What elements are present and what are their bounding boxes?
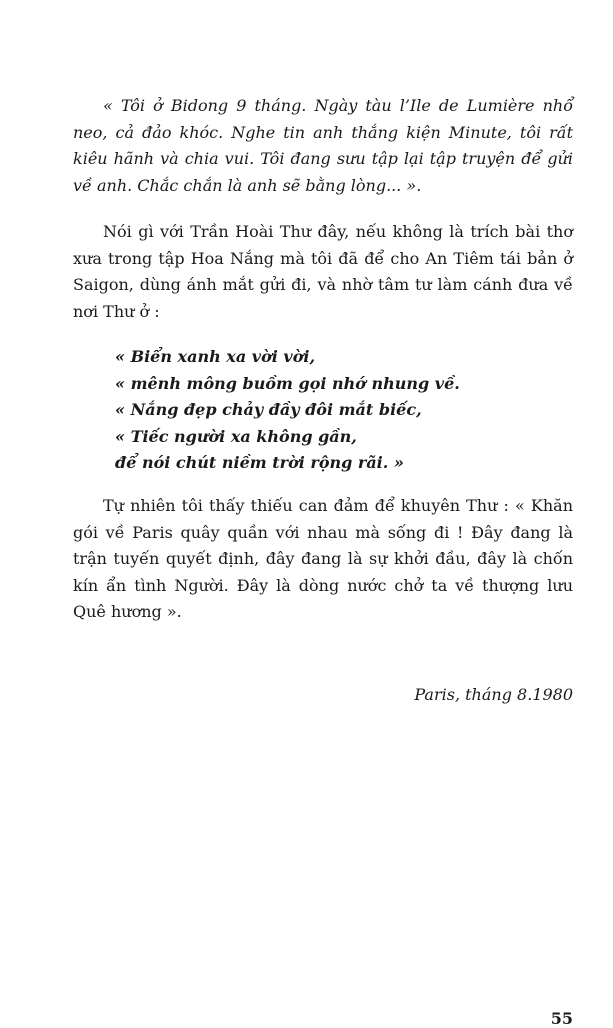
place-date-signoff: Paris, tháng 8.1980 — [414, 685, 573, 704]
poem-line-2: « mênh mông buồm gọi nhớ nhung về. — [115, 373, 460, 393]
poem-line-5: để nói chút niềm trời rộng rãi. » — [115, 453, 404, 472]
poem-line-4: « Tiếc người xa không gần, — [115, 426, 357, 446]
letter-quote-paragraph: « Tôi ở Bidong 9 tháng. Ngày tàu l’Ile de Lumière nhổ neo, cả đảo khóc. Nghe tin anh thắng kiện Minute, tôi rất kiêu hãnh và chia vui. Tôi đang sưu tập lại tập truyện để gửi về anh. Chắc chắn là anh sẽ bằng lòng... ». — [73, 96, 573, 195]
poem-line-1: « Biển xanh xa vời vời, — [115, 347, 316, 366]
closing-paragraph: Tự nhiên tôi thấy thiếu can đảm để khuyên Thư : « Khăn gói về Paris quây quần với nhau mà sống đi ! Đây đang là trận tuyến quyết định, đây đang là sự khởi đầu, đây là chốn kín ẩn tình Người. Đây là dòng nước chở ta về thượng lưu Quê hương ». — [73, 496, 573, 621]
poem-block — [115, 344, 555, 477]
page-number: 55 — [550, 1009, 573, 1028]
poem-line-3: « Nắng đẹp chảy đầy đôi mắt biếc, — [115, 400, 422, 419]
reflection-paragraph: Nói gì với Trần Hoài Thư đây, nếu không là trích bài thơ xưa trong tập Hoa Nắng mà tôi đã để cho An Tiêm tái bản ở Saigon, dùng ánh mắt gửi đi, và nhờ tâm tư làm cánh đưa về nơi Thư ở : — [73, 222, 573, 321]
